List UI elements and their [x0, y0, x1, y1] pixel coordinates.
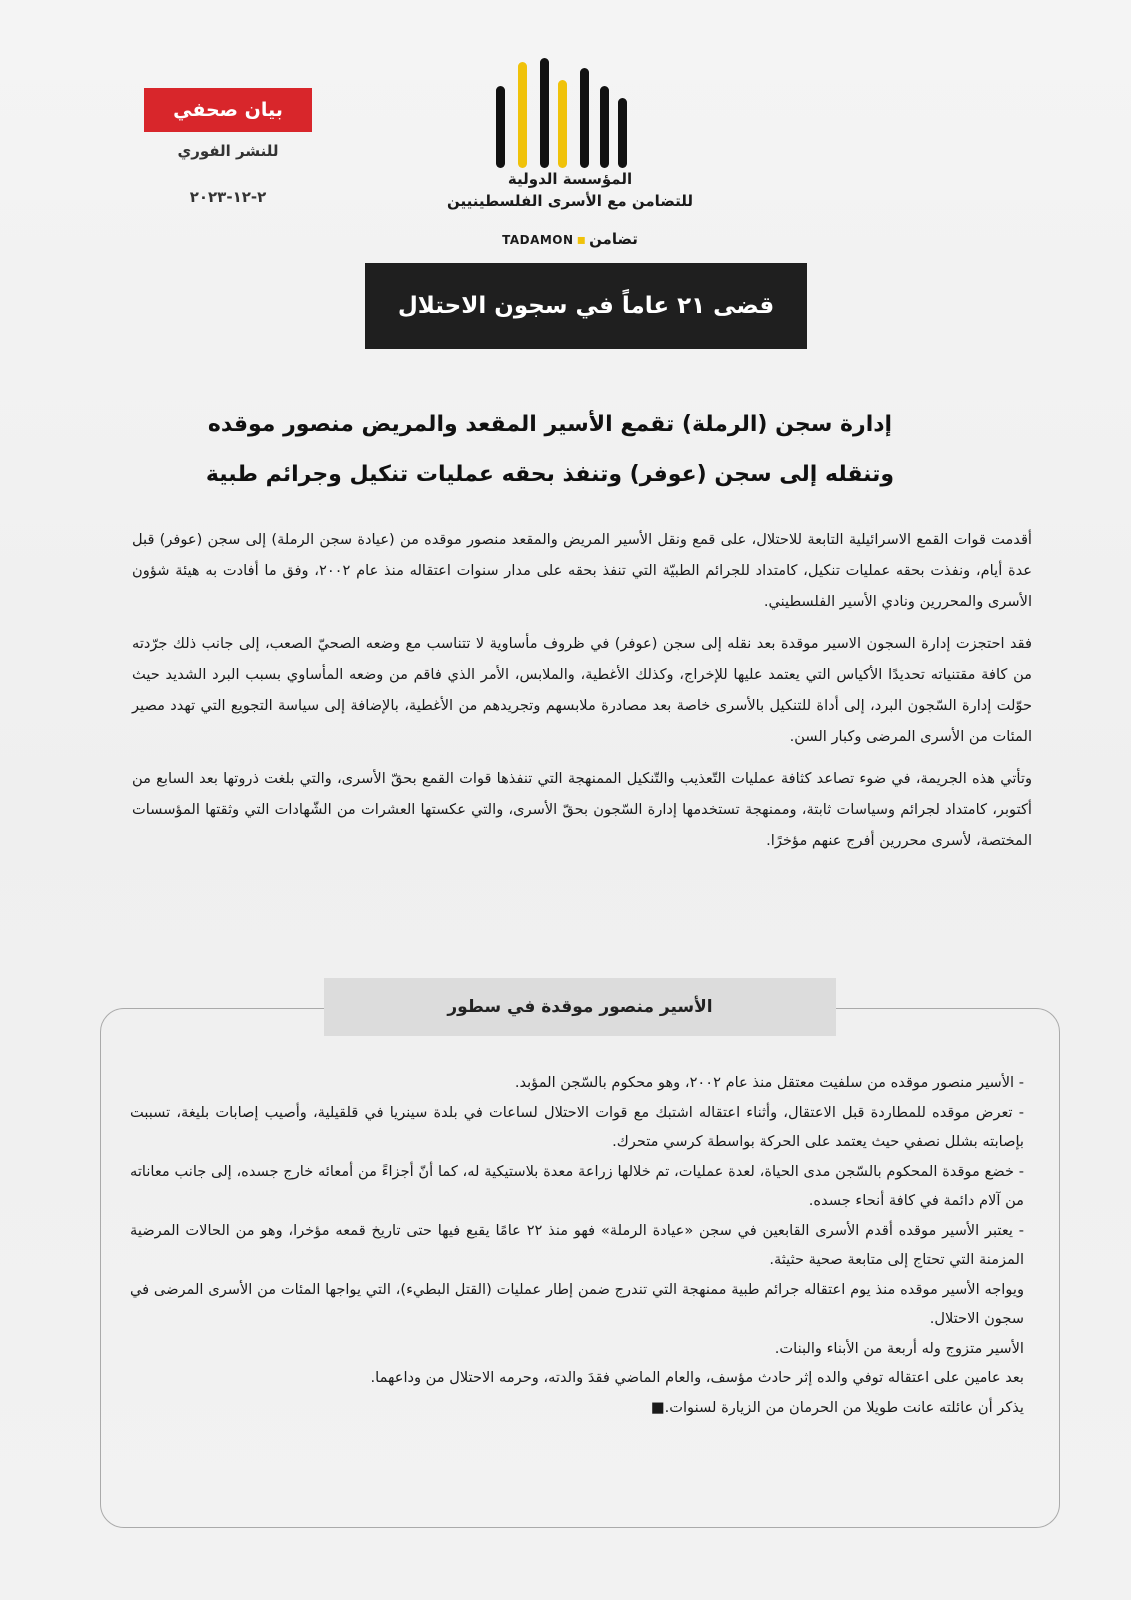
logo-bar-1 [496, 86, 505, 168]
logo-bar-2 [518, 62, 527, 168]
paragraph: وتأتي هذه الجريمة، في ضوء تصاعد كثافة عمليات التّعذيب والتّنكيل الممنهجة التي تنفذها قوات القمع بحقّ الأسرى، والتي بلغت ذروتها بعد السابع من أكتوبر، كامتداد لجرائم وسياسات ثابتة، وممنهجة تستخدمها إدارة السّجون بحقّ الأسرى، والتي عكستها العشرات من الشّهادات التي وثقتها المؤسسات المختصة، لأسرى محررين أفرج عنهم مؤخرًا. [132, 770, 1032, 849]
logo-bar-6 [600, 86, 609, 168]
profile-line: - الأسير منصور موقده من سلفيت معتقل منذ عام ٢٠٠٢، وهو محكوم بالسّجن المؤبد. [514, 1074, 1024, 1091]
press-release-badge: بيان صحفي [144, 88, 312, 132]
profile-line: الأسير متزوج وله أربعة من الأبناء والبنات. [774, 1339, 1024, 1357]
profile-line: - تعرض موقده للمطاردة قبل الاعتقال، وأثناء اعتقاله اشتبك مع قوات الاحتلال لساعات في بلدة سينريا في قلقيلية، وأصيب إصابات بليغة، تسببت بإصابته بشلل نصفي حيث يعتمد على الحركة بواسطة كرسي متحرك. [130, 1103, 1024, 1150]
logo-tagline [470, 230, 670, 248]
tadamon-logo-bars [496, 58, 632, 168]
release-date: ٢-١٢-٢٠٢٣ [189, 188, 267, 206]
organization-name [420, 168, 720, 212]
body-text [132, 524, 1032, 867]
organization-name-line2: للتضامن مع الأسرى الفلسطينيين [447, 192, 693, 210]
logo-tag-arabic: تضامن [589, 230, 638, 248]
profile-line: - خضع موقدة المحكوم بالسّجن مدى الحياة، لعدة عمليات، تم خلالها زراعة معدة بلاستيكية له، كما أنّ أجزاءً من أمعائه خارج جسده، إلى جانب معاناته من آلام دائمة في كافة أنحاء جسده. [130, 1162, 1024, 1209]
title-line-2: وتنقله إلى سجن (عوفر) وتنفذ بحقه عمليات تنكيل وجرائم طبية [205, 462, 895, 487]
logo-dot-icon: ▪ [576, 232, 587, 248]
profile-line: بعد عامين على اعتقاله توفي والده إثر حادث مؤسف، والعام الماضي فقدَ والدته، وحرمه الاحتلال من وداعهما. [370, 1369, 1024, 1386]
profile-section-header: الأسير منصور موقدة في سطور [324, 978, 836, 1036]
logo-bar-7 [618, 98, 627, 168]
paragraph: أقدمت قوات القمع الاسرائيلية التابعة للاحتلال، على قمع ونقل الأسير المريض والمقعد منصور موقده من (عيادة سجن الرملة) إلى سجن (عوفر) قبل عدة أيام، ونفذت بحقه عمليات تنكيل، كامتداد للجرائم الطبيّة التي تنفذ بحقه على مدار سنوات اعتقاله منذ عام ٢٠٠٢، وفق ما أفادت به هيئة شؤون الأسرى والمحررين ونادي الأسير الفلسطيني. [132, 531, 1032, 610]
for-immediate-release: للنشر الفوري [177, 142, 279, 160]
paragraph: فقد احتجزت إدارة السجون الاسير موقدة بعد نقله إلى سجن (عوفر) في ظروف مأساوية لا تتناسب مع وضعه الصحيّ الصعب، إلى جانب ذلك جرّدته من كافة مقتنياته تحديدًا الأكياس التي يعتمد عليها للإخراج، وكذلك الأغطية، والملابس، الأمر الذي فاقم من وضعه المأساوي بسبب البرد الشديد حيث حوّلت إدارة السّجون البرد، إلى أداة للتنكيل بالأسرى خاصة بعد مصادرة ملابسهم وتجريدهم من الأغطية، بالإضافة إلى سياسة التجويع التي تهدد مصير المئات من الأسرى المرضى وكبار السن. [132, 635, 1032, 745]
organization-name-line1: المؤسسة الدولية [507, 170, 633, 188]
profile-text [130, 1068, 1024, 1422]
logo-bar-5 [580, 68, 589, 168]
profile-line: - يعتبر الأسير موقده أقدم الأسرى القابعين في سجن «عيادة الرملة» فهو منذ ٢٢ عامًا يقبع فيها حتى تاريخ قمعه مؤخرا، وهو من الحالات المرضية المزمنة التي تحتاج إلى متابعة صحية حثيثة. [130, 1221, 1024, 1268]
profile-line: يذكر أن عائلته عانت طويلا من الحرمان من الزيارة لسنوات.■ [650, 1398, 1024, 1416]
page-title [130, 400, 970, 500]
headline-box: قضى ٢١ عاماً في سجون الاحتلال [365, 263, 807, 349]
logo-bar-3 [540, 58, 549, 168]
logo-bar-4 [558, 80, 567, 168]
title-line-1: إدارة سجن (الرملة) تقمع الأسير المقعد والمريض منصور موقده [207, 412, 893, 437]
logo-tag-latin: TADAMON [502, 233, 574, 247]
profile-line: ويواجه الأسير موقده منذ يوم اعتقاله جرائم طبية ممنهجة التي تندرج ضمن إطار عمليات (القتل البطيء)، التي يواجها المئات من الأسرى المرضى في سجون الاحتلال. [130, 1280, 1024, 1327]
